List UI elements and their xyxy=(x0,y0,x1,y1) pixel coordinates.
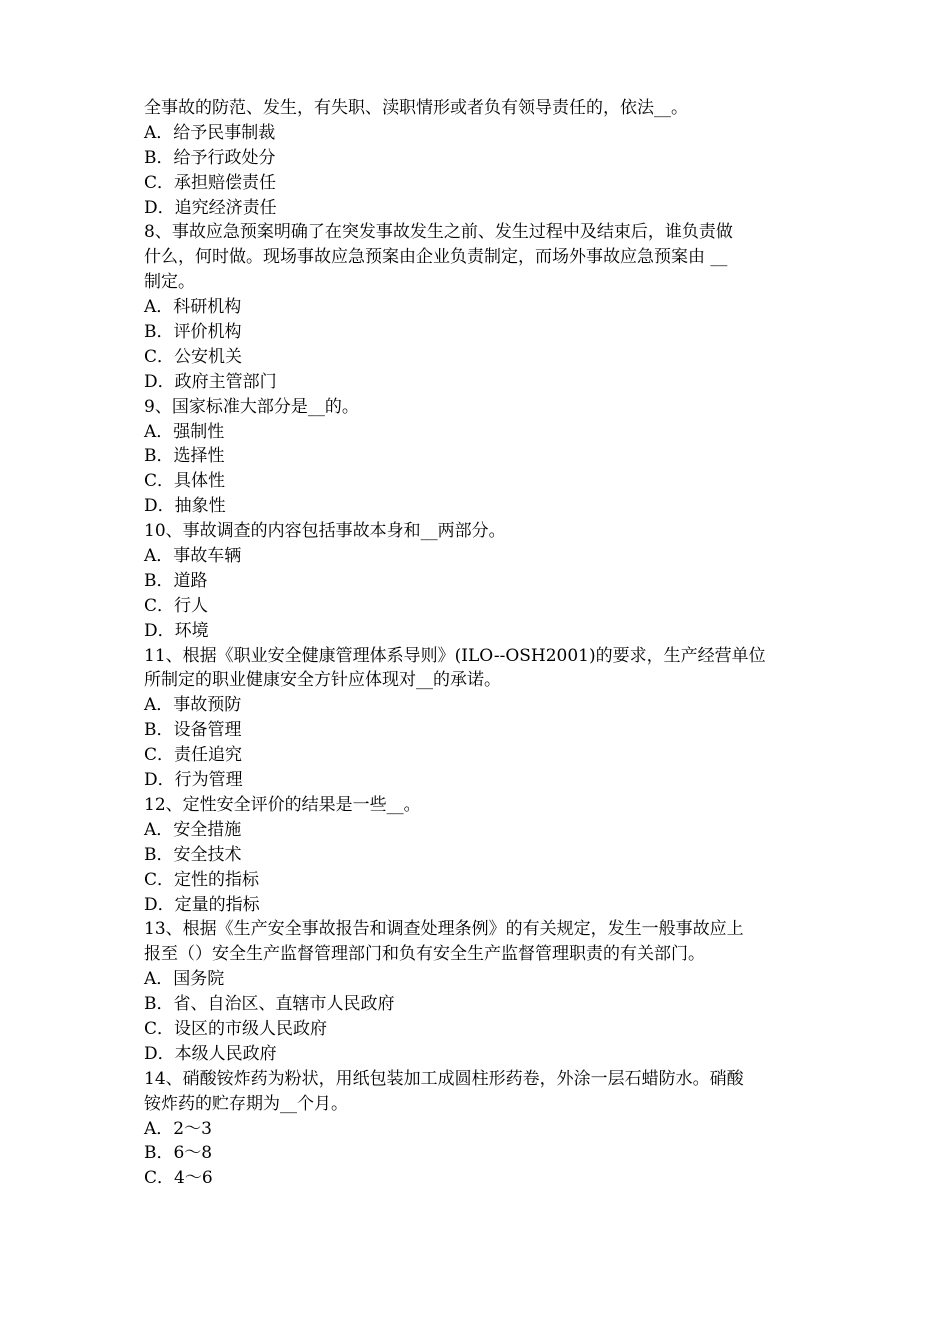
text-line: 铵炸药的贮存期为__个月。 xyxy=(144,1093,348,1114)
document-body xyxy=(144,96,824,1191)
text-line: B．6～8 xyxy=(144,1143,213,1164)
text-line: C．设区的市级人民政府 xyxy=(144,1018,328,1039)
text-line: D．定量的指标 xyxy=(144,894,260,915)
text-line: C．公安机关 xyxy=(144,346,243,367)
text-line: 所制定的职业健康安全方针应体现对__的承诺。 xyxy=(144,670,501,691)
text-line: C．行人 xyxy=(144,595,209,616)
text-line: 9、国家标准大部分是__的。 xyxy=(144,396,359,417)
text-line: C．定性的指标 xyxy=(144,869,260,890)
text-line: 13、根据《生产安全事故报告和调查处理条例》的有关规定，发生一般事故应上 xyxy=(144,919,744,940)
text-line: A．科研机构 xyxy=(144,297,242,318)
text-line: B．安全技术 xyxy=(144,844,242,865)
text-line: D．抽象性 xyxy=(144,496,226,517)
text-line: A．安全措施 xyxy=(144,819,242,840)
text-line: B．省、自治区、直辖市人民政府 xyxy=(144,994,395,1015)
text-line: C．责任追究 xyxy=(144,745,243,766)
text-line: D．本级人民政府 xyxy=(144,1043,277,1064)
text-line: A．强制性 xyxy=(144,421,225,442)
text-line: C．4～6 xyxy=(144,1168,213,1189)
text-line: B．道路 xyxy=(144,570,208,591)
text-line: D．追究经济责任 xyxy=(144,197,277,218)
text-line: A．给予民事制裁 xyxy=(144,122,276,143)
text-line: 全事故的防范、发生，有失职、渎职情形或者负有领导责任的，依法__。 xyxy=(144,98,688,118)
text-line: D．政府主管部门 xyxy=(144,371,277,392)
text-line: 12、定性安全评价的结果是一些__。 xyxy=(144,794,421,815)
text-line: 什么，何时做。现场事故应急预案由企业负责制定，而场外事故应急预案由 __ xyxy=(144,247,728,268)
text-line: C．承担赔偿责任 xyxy=(144,172,277,193)
text-line: D．行为管理 xyxy=(144,770,243,791)
text-line: 8、事故应急预案明确了在突发事故发生之前、发生过程中及结束后，谁负责做 xyxy=(144,222,733,243)
text-line: A．国务院 xyxy=(144,969,225,990)
text-line: D．环境 xyxy=(144,620,209,641)
text-line: 10、事故调查的内容包括事故本身和__两部分。 xyxy=(144,521,506,542)
text-line: 11、根据《职业安全健康管理体系导则》(ILO--OSH2001)的要求，生产经营单位 xyxy=(144,645,766,666)
text-line: B．设备管理 xyxy=(144,720,242,741)
text-line: B．评价机构 xyxy=(144,322,242,343)
text-line: 制定。 xyxy=(144,272,195,293)
text-line: A．事故车辆 xyxy=(144,546,242,567)
text-line: B．选择性 xyxy=(144,446,225,467)
text-line: B．给予行政处分 xyxy=(144,147,276,168)
text-line: 14、硝酸铵炸药为粉状，用纸包装加工成圆柱形药卷，外涂一层石蜡防水。硝酸 xyxy=(144,1068,744,1089)
text-line: A．事故预防 xyxy=(144,695,242,716)
text-line: C．具体性 xyxy=(144,471,226,492)
text-line: A．2～3 xyxy=(144,1118,212,1139)
text-line: 报至（）安全生产监督管理部门和负有安全生产监督管理职责的有关部门。 xyxy=(144,944,705,965)
